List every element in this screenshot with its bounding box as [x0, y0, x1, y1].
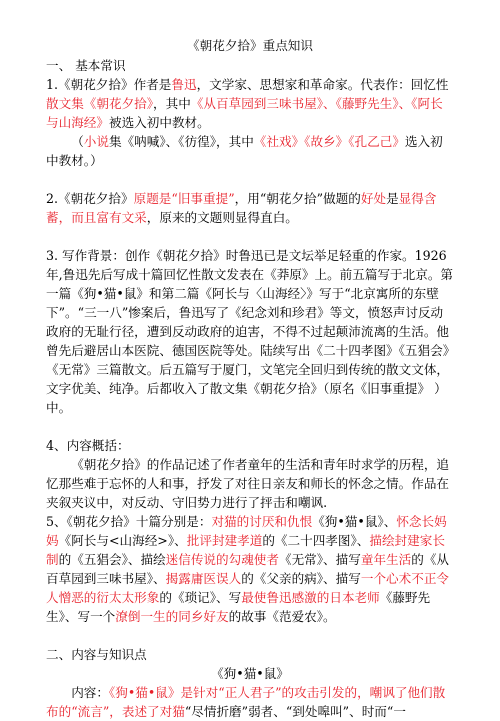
text-run: 《狗•猫•鼠》、 — [312, 514, 397, 529]
text-run: 《朝花夕拾》的作品记述了作者童年的生活和青年时求学的历程，追忆那些难于忘怀的人和事，抒发了对往日亲友和师长的怀念之情。作品在夹叙夹议中，对反动、守旧势力进行了抨击和嘲讽. — [46, 457, 449, 510]
highlighted-text: 童年生活 — [360, 552, 412, 567]
highlighted-text: 原题是“旧事重提” — [133, 191, 235, 206]
paragraph-essay-content — [46, 683, 454, 721]
paragraph-author-intro — [46, 75, 454, 132]
highlighted-text: 对猫的讨厌和仇恨 — [211, 514, 313, 529]
paragraph-summary-heading — [46, 436, 454, 455]
paragraph-summary — [46, 455, 454, 512]
text-run: 内容： — [71, 685, 109, 700]
highlighted-text: 批评封建孝道 — [186, 533, 263, 548]
section-heading-content: 二、内容与知识点 — [46, 647, 147, 662]
highlighted-text: 鲁迅 — [171, 77, 197, 92]
document-title: 《朝花夕拾》重点知识 — [187, 38, 313, 53]
paragraph-novels-note — [46, 132, 454, 170]
text-run: 《藤野先生》、写一个 — [46, 590, 431, 624]
paragraph-original-title — [46, 189, 454, 227]
highlighted-text: 怀念长妈妈 — [46, 514, 447, 548]
paragraph-background — [46, 246, 454, 417]
text-run: 选入初中教材。） — [46, 134, 443, 168]
highlighted-text: 散文集《朝花夕拾》 — [46, 96, 154, 111]
text-run: 1.《朝花夕拾》作者是 — [46, 77, 172, 92]
highlighted-text: 一个心术不正令人憎恶的衍太太形象 — [46, 571, 449, 605]
text-run: 集《呐喊》、《彷徨》，其中 — [108, 134, 254, 149]
section-heading-basic-knowledge: 一、 基本常识 — [46, 58, 126, 73]
essay-subtitle: 《狗•猫•鼠》 — [211, 666, 289, 681]
text-run: 的《二十四孝图》、 — [262, 533, 370, 548]
spacer — [46, 170, 454, 189]
text-run: ，其中 — [153, 96, 191, 111]
text-run: （ — [71, 134, 84, 149]
highlighted-text: 《从百草园到三味书屋》、《藤野先生》、《阿长与山海经》 — [46, 96, 443, 130]
text-run: 是 — [386, 191, 399, 206]
text-run: 被选入初中教材。 — [108, 115, 210, 130]
spacer — [46, 227, 454, 246]
highlighted-text: 《狗•猫•鼠》是针对“正人君子”的攻击引发的，嘲讽了他们散布的“流言”，表述了对猫 — [46, 685, 446, 719]
highlighted-text: 潦倒一生的同乡好友 — [115, 609, 229, 624]
text-run: 的《五猖会》、描绘 — [58, 552, 166, 567]
highlighted-text: 揭露庸医误人 — [165, 571, 242, 586]
spacer — [46, 417, 454, 436]
text-run: 的《父亲的病》、描写 — [241, 571, 361, 586]
text-run: 3. 写作背景：创作《朝花夕拾》时鲁迅已是文坛举足轻重的作家。1926年,鲁迅先后写成十篇回忆性散文发表在《莽原》上。前五篇写于北京。第一篇《狗•猫•鼠》和第二篇《阿长与〈山海经〉》写于“北京寓所的东壁下”。“三一八”惨案后，鲁迅写了《纪念刘和珍君》等文，愤怒声讨反动政府的无耻行径，遭到反动政府的迫害，不得不过起颠沛流离的生活。他曾先后避居山本医院、德国医院等处。陆续写出《二十四孝图》《五猖会》《无常》三篇散文。后五篇写于厦门，文笔完全回归到传统的散文文体，文字优美、纯净。后都收入了散文集《朝花夕拾》（原名《旧事重提》 ） 中。 — [46, 248, 454, 415]
text-run: 的故事《范爱农》。 — [228, 609, 336, 624]
text-run: 《阿长与<山海经>》、 — [58, 533, 187, 548]
highlighted-text: 好处 — [360, 191, 387, 206]
highlighted-text: 最使鲁迅感激的日本老师 — [241, 590, 380, 605]
text-run: ，用“朝花夕拾”做题的 — [234, 191, 361, 206]
highlighted-text: 描绘封建家长制 — [46, 533, 445, 567]
text-run: 4、内容概括： — [46, 438, 130, 453]
highlighted-text: 显得含蓄，而且富有文采 — [46, 191, 437, 225]
highlighted-text: 小说 — [83, 134, 109, 149]
text-run: ，原来的文题则显得直白。 — [146, 210, 298, 225]
text-run: 《无常》、描写 — [278, 552, 361, 567]
paragraph-ten-essays — [46, 512, 454, 626]
text-run: 的《琐记》、写 — [159, 590, 242, 605]
text-run: 5、《朝花夕拾》十篇分别是： — [46, 514, 212, 529]
highlighted-text: 《社戏》《故乡》《孔乙己》 — [253, 134, 405, 149]
text-run: “尽情折磨”弱者、“到处嗥叫”、时而“一 — [184, 704, 406, 719]
spacer — [46, 626, 454, 645]
text-run: ，文学家、思想家和革命家。代表作：回忆性 — [196, 77, 449, 92]
text-run: 的《从百草园到三味书屋》、 — [46, 552, 449, 586]
text-run: 2.《朝花夕拾》 — [46, 191, 134, 206]
highlighted-text: 迷信传说的勾魂使者 — [165, 552, 279, 567]
